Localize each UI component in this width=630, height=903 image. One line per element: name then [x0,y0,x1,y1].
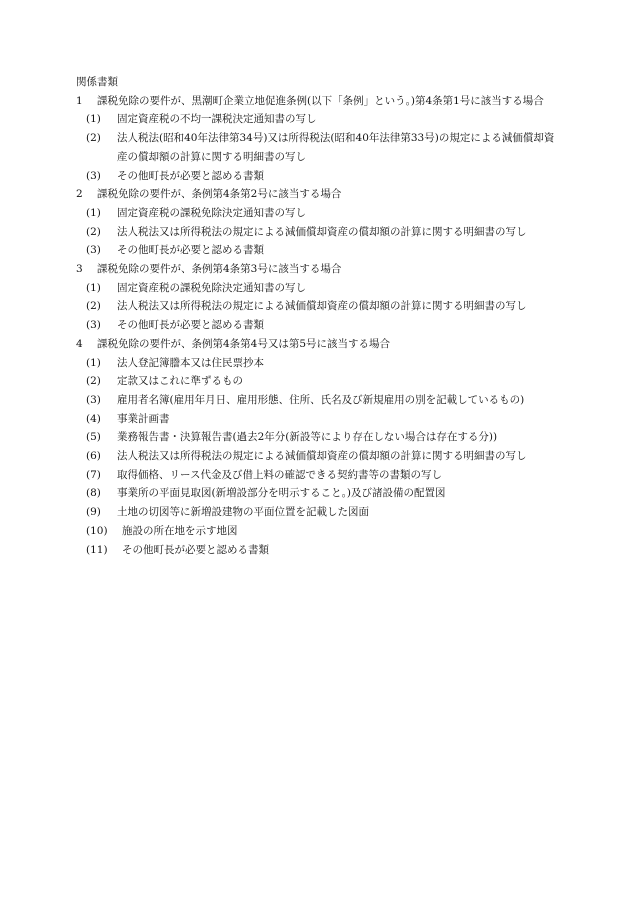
section-number: 2 [76,188,83,201]
item-text: 法人登記簿謄本又は住民票抄本 [117,356,264,369]
list-item [86,466,556,485]
section-4 [76,335,556,559]
item-number: (8) [86,487,101,500]
item-text: 事業計画書 [117,412,170,425]
item-number: (1) [86,113,101,126]
item-number: (3) [86,393,101,406]
item-number: (4) [86,412,101,425]
item-number: (10) [86,524,108,537]
item-number: (2) [86,375,101,388]
item-text: その他町長が必要と認める書類 [122,543,269,556]
list-item [86,522,556,541]
section-heading-text: 課税免除の要件が、条例第4条第3号に該当する場合 [97,263,342,276]
item-list [76,110,556,185]
item-number: (3) [86,319,101,332]
list-item [86,503,556,522]
section-heading [76,260,556,279]
item-text: 雇用者名簿(雇用年月日、雇用形態、住所、氏名及び新規雇用の別を記載しているもの) [117,393,525,406]
item-list [76,354,556,560]
item-text: その他町長が必要と認める書類 [117,169,264,182]
item-number: (1) [86,356,101,369]
item-text: 法人税法(昭和40年法律第34号)又は所得税法(昭和40年法律第33号)の規定による減価償却資産の償却額の計算に関する明細書の写し [117,132,555,163]
list-item [86,204,556,223]
section-heading-text: 課税免除の要件が、条例第4条第2号に該当する場合 [97,188,342,201]
item-number: (3) [86,169,101,182]
item-number: (7) [86,468,101,481]
item-number: (1) [86,281,101,294]
item-list [76,204,556,260]
item-text: 定款又はこれに準ずるもの [117,375,243,388]
item-number: (2) [86,132,101,145]
section-heading [76,335,556,354]
item-text: 法人税法又は所得税法の規定による減価償却資産の償却額の計算に関する明細書の写し [117,300,527,313]
item-number: (3) [86,244,101,257]
item-number: (2) [86,225,101,238]
section-1 [76,92,556,186]
item-list [76,279,556,335]
section-heading-text: 課税免除の要件が、条例第4条第4号又は第5号に該当する場合 [97,337,391,350]
item-text: 業務報告書・決算報告書(過去2年分(新設等により存在しない場合は存在する分)) [117,431,498,444]
item-number: (2) [86,300,101,313]
list-item [86,428,556,447]
item-text: その他町長が必要と認める書類 [117,244,264,257]
item-text: 取得価格、リース代金及び借上料の確認できる契約書等の書類の写し [117,468,442,481]
item-text: その他町長が必要と認める書類 [117,319,264,332]
list-item [86,354,556,373]
item-text: 固定資産税の不均一課税決定通知書の写し [117,113,317,126]
document-title: 関係書類 [76,76,118,88]
item-text: 施設の所在地を示す地図 [122,524,238,537]
section-heading [76,185,556,204]
section-number: 4 [76,337,83,350]
list-item [86,484,556,503]
section-2 [76,185,556,260]
section-heading [76,92,556,111]
list-item [86,110,556,129]
list-item [86,129,556,166]
item-text: 土地の切図等に新増設建物の平面位置を記載した図面 [117,506,369,519]
list-item [86,167,556,186]
item-text: 固定資産税の課税免除決定通知書の写し [117,281,306,294]
list-item [86,279,556,298]
section-list [76,92,556,560]
item-text: 法人税法又は所得税法の規定による減価償却資産の償却額の計算に関する明細書の写し [117,225,527,238]
list-item [86,372,556,391]
item-number: (11) [86,543,108,556]
item-text: 固定資産税の課税免除決定通知書の写し [117,206,306,219]
section-3 [76,260,556,335]
document-page [76,73,556,559]
item-text: 事業所の平面見取図(新増設部分を明示すること。)及び諸設備の配置図 [117,487,446,500]
list-item [86,391,556,410]
section-heading-text: 課税免除の要件が、黒潮町企業立地促進条例(以下「条例」という。)第4条第1号に該当する場合 [97,94,544,107]
list-item [86,316,556,335]
item-text: 法人税法又は所得税法の規定による減価償却資産の償却額の計算に関する明細書の写し [117,450,527,463]
section-number: 1 [76,94,83,107]
item-number: (9) [86,506,101,519]
list-item [86,410,556,429]
list-item [86,241,556,260]
list-item [86,447,556,466]
item-number: (6) [86,450,101,463]
list-item [86,297,556,316]
list-item [86,223,556,242]
list-item [86,541,556,560]
item-number: (1) [86,206,101,219]
item-number: (5) [86,431,101,444]
section-number: 3 [76,263,83,276]
